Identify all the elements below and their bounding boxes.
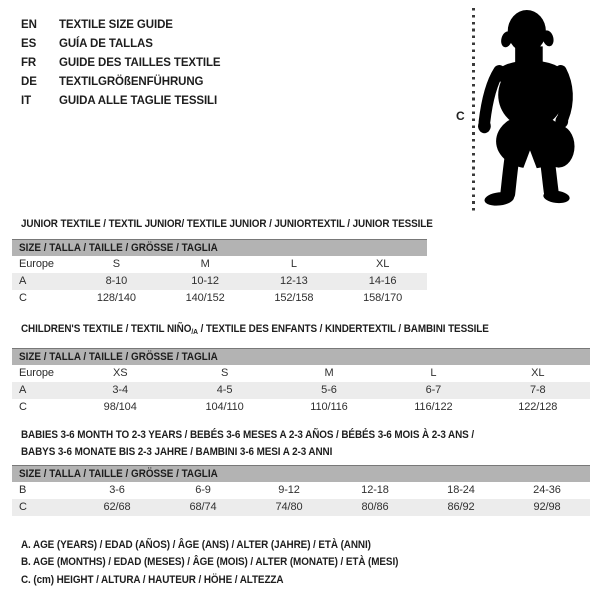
size-value: 80/86 [361, 501, 389, 513]
table-row-europe [12, 365, 590, 382]
row-label: C [19, 501, 27, 513]
row-label: Europe [19, 367, 54, 379]
legend-notes [21, 537, 440, 589]
table-row-c [12, 290, 427, 307]
heading-line [21, 427, 533, 444]
height-measure-dotted-line [472, 8, 475, 211]
height-measure-label: C [456, 109, 465, 123]
size-value: 152/158 [274, 292, 314, 304]
size-value: S [112, 258, 120, 270]
language-row-de [21, 73, 221, 92]
size-header-label: SIZE / TALLA / TAILLE / GRÖSSE / TAGLIA [19, 242, 218, 254]
heading-row [21, 427, 590, 444]
size-value: 98/104 [103, 401, 137, 413]
row-label: A [19, 384, 27, 396]
language-row-en [21, 16, 221, 35]
section-heading [21, 216, 590, 233]
size-value: 14-16 [368, 275, 397, 287]
language-title: TEXTILE SIZE GUIDE [59, 19, 173, 31]
baby-silhouette-image [477, 8, 583, 210]
size-value: 122/128 [518, 401, 558, 413]
heading-text: CHILDREN'S TEXTILE / TEXTIL NIÑO [21, 323, 192, 335]
table-row-c [12, 499, 590, 516]
size-value: XL [375, 258, 390, 270]
size-value: 74/80 [275, 501, 303, 513]
size-value: S [220, 367, 229, 379]
legend-note-text: B. AGE (MONTHS) / EDAD (MESES) / ÂGE (MOIS) / ALTER (MONATE) / ETÀ (MESI) [21, 556, 399, 569]
size-value: 62/68 [103, 501, 131, 513]
size-value: 116/122 [414, 401, 453, 413]
size-table [12, 365, 590, 416]
language-title: GUIDA ALLE TAGLIE TESSILI [59, 95, 218, 107]
heading-row [21, 216, 590, 233]
heading-line [21, 216, 533, 233]
size-header-label: SIZE / TALLA / TAILLE / GRÖSSE / TAGLIA [19, 468, 218, 480]
legend-note-b [21, 554, 440, 571]
size-value: 10-12 [191, 275, 219, 287]
row-label: Europe [19, 258, 54, 270]
legend-note-text: A. AGE (YEARS) / EDAD (AÑOS) / ÂGE (ANS) / ALTER (JAHRE) / ETÀ (ANNI) [21, 539, 371, 551]
size-value: 128/140 [96, 292, 136, 304]
size-value: 12-13 [280, 275, 308, 287]
size-value: 110/116 [310, 401, 348, 413]
size-value: XL [531, 367, 545, 379]
size-value: 8-10 [105, 275, 128, 287]
size-value: 5-6 [321, 384, 337, 396]
section-babies [12, 427, 590, 516]
language-code: FR [21, 57, 37, 69]
section-heading [21, 427, 590, 461]
heading-subscript: /A [191, 327, 198, 336]
language-code: DE [21, 76, 37, 88]
table-row-a [12, 273, 427, 290]
heading-line [21, 444, 533, 461]
language-row-fr [21, 54, 221, 73]
language-title: TEXTILGRÖßENFÜHRUNG [59, 76, 204, 88]
legend-note-a [21, 537, 440, 554]
legend-note-text: C. (cm) HEIGHT / ALTURA / HAUTEUR / HÖHE / ALTEZZA [21, 573, 284, 586]
language-list [21, 16, 221, 111]
table-row-a [12, 382, 590, 399]
language-code: IT [21, 95, 32, 107]
size-header-band [12, 239, 427, 256]
heading-row [21, 444, 590, 461]
size-value: 18-24 [447, 484, 475, 496]
row-label: C [19, 401, 27, 413]
table-row-c [12, 399, 590, 416]
size-header-band [12, 348, 590, 365]
language-row-it [21, 92, 221, 111]
size-value: 68/74 [189, 501, 217, 513]
size-value: M [200, 258, 210, 270]
size-value: 104/110 [205, 401, 244, 413]
size-value: XS [112, 367, 128, 379]
section-childrens-textile [12, 321, 590, 416]
table-row-b [12, 482, 590, 499]
heading-row [21, 321, 590, 340]
table-row-europe [12, 256, 427, 273]
heading-text: / TEXTILE DES ENFANTS / KINDERTEXTIL / BAMBINI TESSILE [197, 323, 489, 335]
size-value: 12-18 [361, 484, 389, 496]
size-value: 4-5 [216, 384, 233, 396]
language-code: ES [21, 38, 37, 50]
heading-text: JUNIOR TEXTILE / TEXTIL JUNIOR/ TEXTILE JUNIOR / JUNIORTEXTIL / JUNIOR TESSILE [21, 218, 433, 230]
size-value: 92/98 [533, 501, 561, 513]
heading-text: BABIES 3-6 MONTH TO 2-3 YEARS / BEBÉS 3-6 MESES A 2-3 AÑOS / BÉBÉS 3-6 MOIS À 2-3 ANS / [21, 429, 474, 441]
size-value: L [290, 258, 297, 270]
size-value: M [324, 367, 334, 379]
language-title: GUÍA DE TALLAS [59, 38, 153, 50]
size-value: 6-7 [425, 384, 442, 396]
size-value: 6-9 [195, 484, 211, 496]
row-label: B [19, 484, 27, 496]
size-value: L [430, 367, 437, 379]
size-value: 140/152 [185, 292, 225, 304]
language-row-es [21, 35, 221, 54]
row-label: C [19, 292, 27, 304]
size-value: 9-12 [278, 484, 300, 496]
size-value: 24-36 [533, 484, 561, 496]
heading-line [21, 321, 533, 340]
row-label: A [19, 275, 27, 287]
size-header-band [12, 465, 590, 482]
size-value: 3-4 [112, 384, 128, 396]
section-heading [21, 321, 590, 340]
size-header-label: SIZE / TALLA / TAILLE / GRÖSSE / TAGLIA [19, 351, 218, 363]
size-value: 158/170 [363, 292, 403, 304]
size-table [12, 482, 590, 516]
size-value: 86/92 [447, 501, 475, 513]
language-code: EN [21, 19, 37, 31]
language-title: GUIDE DES TAILLES TEXTILE [59, 57, 221, 69]
size-value: 7-8 [529, 384, 546, 396]
size-table [12, 256, 427, 307]
size-value: 3-6 [109, 484, 125, 496]
legend-note-c [21, 572, 440, 589]
section-junior-textile [12, 216, 590, 307]
heading-text: BABYS 3-6 MONATE BIS 2-3 JAHRE / BAMBINI 3-6 MESI A 2-3 ANNI [21, 446, 333, 458]
